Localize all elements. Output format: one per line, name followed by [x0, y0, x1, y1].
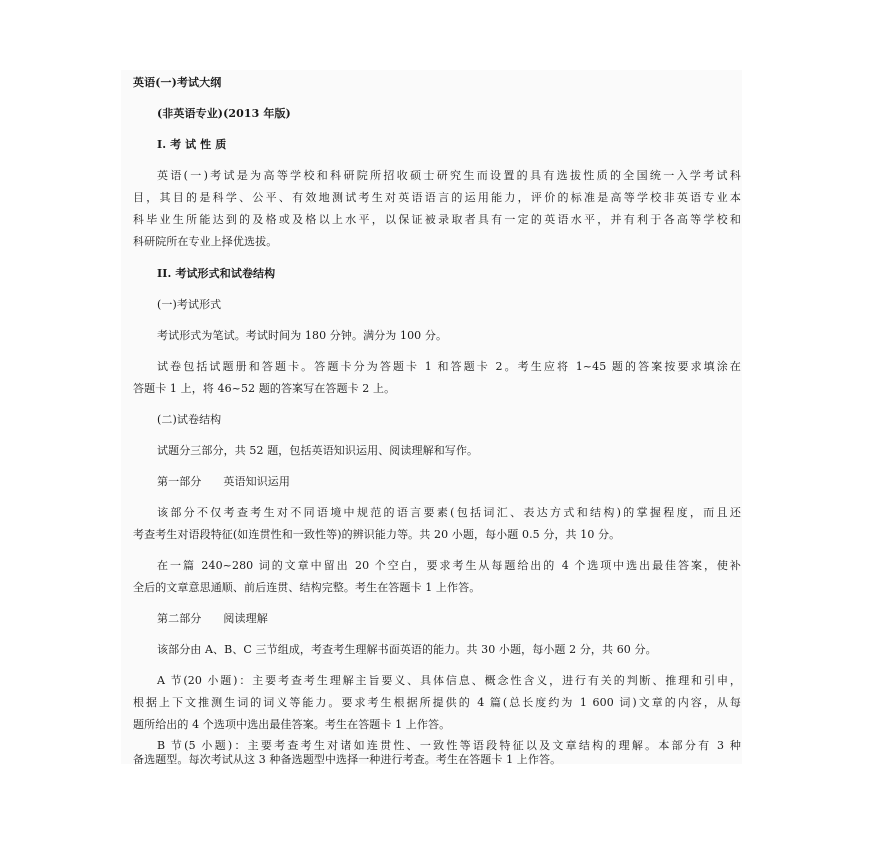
- answer-sheet-line: 答题卡 1 上，将 46~52 题的答案写在答题卡 2 上。: [133, 382, 396, 395]
- section-1-heading: I. 考 试 性 质: [157, 138, 227, 151]
- answer-sheet-line: 试卷包括试题册和答题卡。答题卡分为答题卡 1 和答题卡 2。考生应将 1~45 题的答案按要求填涂在: [157, 360, 741, 373]
- part-1-label: 第一部分: [157, 475, 202, 488]
- section-2-heading: II. 考试形式和试卷结构: [157, 267, 276, 280]
- part-1-para-line: 在一篇 240~280 词的文章中留出 20 个空白，要求考生从每题给出的 4 个选项中选出最佳答案，使补: [157, 559, 741, 572]
- part-1-heading: [157, 474, 290, 490]
- section-a-line: 根据上下文推测生词的词义等能力。要求考生根据所提供的 4 篇(总长度约为 1 600 词)文章的内容，从每: [133, 696, 741, 709]
- section-b-line: B 节(5 小题)：主要考查考生对诸如连贯性、一致性等语段特征以及文章结构的理解。本部分有 3 种: [157, 739, 741, 752]
- section-a-line: 题所给出的 4 个选项中选出最佳答案。考生在答题卡 1 上作答。: [133, 718, 451, 731]
- section-1-para-line: 科毕业生所能达到的及格或及格以上水平，以保证被录取者具有一定的英语水平，并有利于各高等学校和: [133, 213, 741, 226]
- part-2-label: 第二部分: [157, 612, 202, 625]
- part-2-intro: 该部分由 A、B、C 三节组成，考查考生理解书面英语的能力。共 30 小题，每小题 2 分，共 60 分。: [157, 643, 657, 656]
- part-2-name: 阅读理解: [223, 612, 268, 625]
- section-b-line: 备选题型。每次考试从这 3 种备选题型中选择一种进行考查。考生在答题卡 1 上作答。: [133, 753, 562, 766]
- part-1-name: 英语知识运用: [223, 475, 291, 488]
- section-1-para-line: 目，其目的是科学、公平、有效地测试考生对英语语言的运用能力，评价的标准是高等学校非英语专业本: [133, 191, 741, 204]
- part-1-para-line: 该部分不仅考查考生对不同语境中规范的语言要素(包括词汇、表达方式和结构)的掌握程度，而且还: [157, 506, 741, 519]
- part-1-para-line: 全后的文章意思通顺、前后连贯、结构完整。考生在答题卡 1 上作答。: [133, 581, 481, 594]
- section-a-line: A 节(20 小题)：主要考查考生理解主旨要义、具体信息、概念性含义，进行有关的判断、推理和引申，: [157, 674, 741, 687]
- subsection-2-heading: (二)试卷结构: [157, 413, 222, 426]
- document-page: [121, 70, 742, 764]
- document-title: 英语(一)考试大纲: [133, 76, 222, 89]
- subsection-1-heading: (一)考试形式: [157, 298, 222, 311]
- exam-form-text: 考试形式为笔试。考试时间为 180 分钟。满分为 100 分。: [157, 329, 448, 342]
- part-2-heading: [157, 611, 268, 627]
- structure-text: 试题分三部分，共 52 题，包括英语知识运用、阅读理解和写作。: [157, 444, 479, 457]
- part-1-para-line: 考查考生对语段特征(如连贯性和一致性等)的辨识能力等。共 20 小题，每小题 0.5 分，共 10 分。: [133, 528, 621, 541]
- section-1-para-line: 英语(一)考试是为高等学校和科研院所招收硕士研究生而设置的具有选拔性质的全国统一入学考试科: [157, 169, 741, 182]
- document-subtitle: (非英语专业)(2013 年版): [157, 107, 291, 120]
- section-1-para-line: 科研院所在专业上择优选拔。: [133, 235, 278, 248]
